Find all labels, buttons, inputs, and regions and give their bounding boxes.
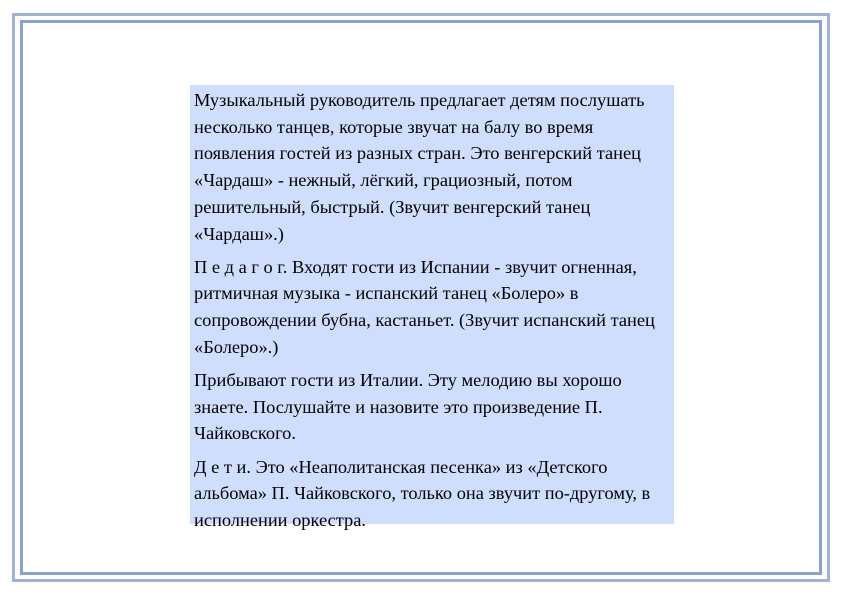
paragraph-children: Д е т и. Это «Неаполитанская песенка» из «Детского альбома» П. Чайковского, только она звучит по-другому, в исполнении оркестра. <box>194 456 651 531</box>
paragraph-intro: Музыкальный руководитель предлагает детям послушать несколько танцев, которые звучат на балу во время появления гостей из разных стран. Это венгерский танец «Чардаш» - нежный, лёгкий, грациозный, потом решительный, быстрый. (Звучит венгерский танец «Чардаш».) <box>194 90 645 244</box>
paragraph-italy: Прибывают гости из Италии. Эту мелодию вы хорошо знаете. Послушайте и назовите это произведение П. Чайковского. <box>194 370 622 444</box>
text-block <box>190 85 674 531</box>
paragraph-spain: П е д а г о г. Входят гости из Испании - звучит огненная, ритмичная музыка - испанский танец «Болеро» в сопровождении бубна, кастаньет. (Звучит испанский танец «Болеро».) <box>194 256 655 357</box>
